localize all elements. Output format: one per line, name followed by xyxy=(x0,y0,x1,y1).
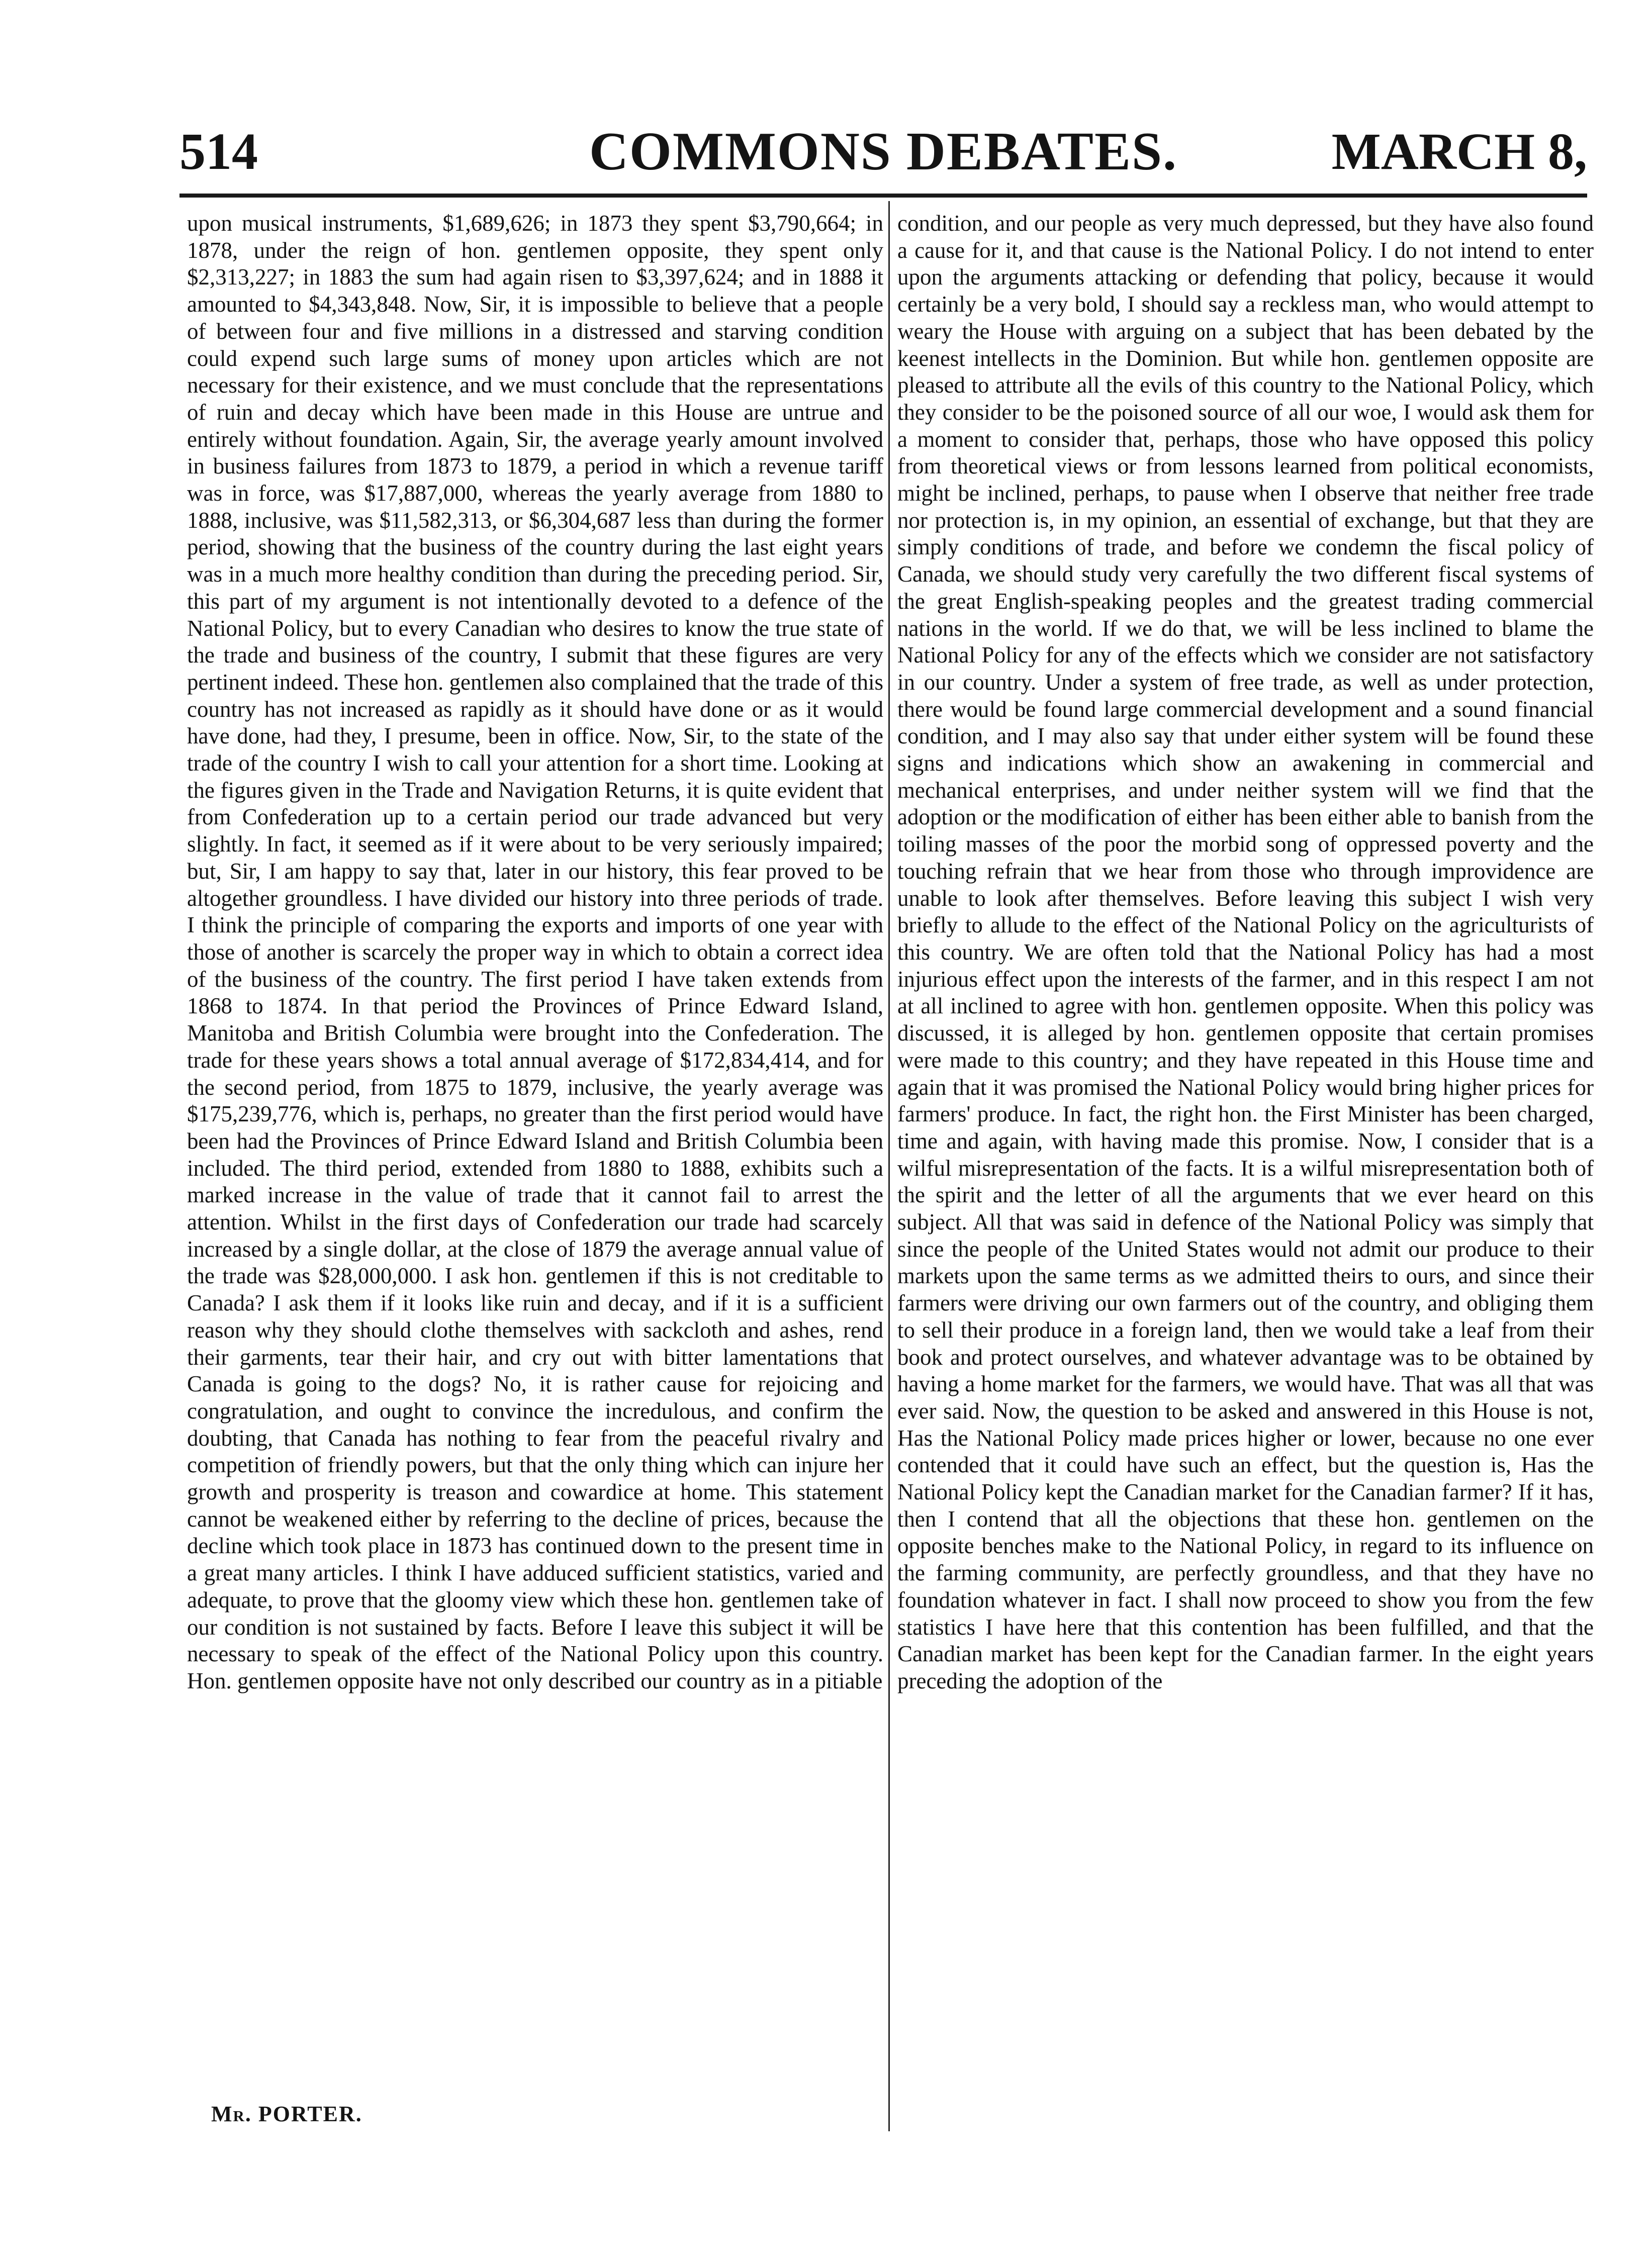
speaker-signature: Mr. PORTER. xyxy=(211,2102,362,2126)
right-column xyxy=(897,210,1594,1695)
header-rule xyxy=(179,194,1587,198)
page-number: 514 xyxy=(179,123,258,180)
header-date: MARCH 8, xyxy=(1331,123,1587,180)
page-header xyxy=(179,117,1587,187)
right-column-text: condition, and our people as very much depressed, but they have also found a cause for it, and that cause is the National Policy. I do not intend to enter upon the arguments attacking or defending that policy, because it would certainly be a very bold, I should say a reckless man, who would attempt to weary the House with arguing on a subject that has been debated by the keenest intellects in the Dominion. But while hon. gentlemen opposite are pleased to attribute all the evils of this country to the National Policy, which they consider to be the poisoned source of all our woe, I would ask them for a moment to consider that, perhaps, those who have opposed this policy from theoretical views or from lessons learned from political economists, might be inclined, perhaps, to pause when I observe that neither free trade nor protection is, in my opinion, an essential of exchange, but that they are simply conditions of trade, and before we condemn the fiscal policy of Canada, we should study very carefully the two different fiscal systems of the great English-speaking peoples and the greatest trading commercial nations in the world. If we do that, we will be less inclined to blame the National Policy for any of the effects which we consider are not satisfactory in our country. Under a system of free trade, as well as under protection, there would be found large commercial development and a sound financial condition, and I may also say that under either system will be found these signs and indications which show an awakening in commercial and mechanical enterprises, and under neither system will we find that the adoption or the modification of either has been either able to banish from the toiling masses of the poor the morbid song of oppressed poverty and the touching refrain that we hear from those who through improvidence are unable to look after themselves. Before leaving this subject I wish very briefly to allude to the effect of the National Policy on the agriculturists of this country. We are often told that the National Policy has had a most injurious effect upon the interests of the farmer, and in this respect I am not at all inclined to agree with hon. gentlemen opposite. When this policy was discussed, it is alleged by hon. gentlemen opposite that certain promises were made to this country; and they have repeated in this House time and again that it was promised the National Policy would bring higher prices for farmers' produce. In fact, the right hon. the First Minister has been charged, time and again, with having made this promise. Now, I consider that is a wilful misrepresentation of the facts. It is a wilful misrepresentation both of the spirit and the letter of all the arguments that we ever heard on this subject. All that was said in defence of the National Policy was simply that since the people of the United States would not admit our produce to their markets upon the same terms as we admitted theirs to ours, and since their farmers were driving our own farmers out of the country, and obliging them to sell their produce in a foreign land, then we would take a leaf from their book and protect ourselves, and whatever advantage was to be obtained by having a home market for the farmers, we would have. That was all that was ever said. Now, the question to be asked and answered in this House is not, Has the National Policy made prices higher or lower, because no one ever contended that it could have such an effect, but the question is, Has the National Policy kept the Canadian market for the Canadian farmer? If it has, then I contend that all the objections that these hon. gentlemen on the opposite benches make to the National Policy, in regard to its influence on the farming community, are perfectly groundless, and that they have no foundation whatever in fact. I shall now proceed to show you from the few statistics I have here that this contention has been fulfilled, and that the Canadian market has been kept for the Canadian farmer. In the eight years preceding the adoption of the xyxy=(897,211,1594,1693)
left-column-text: upon musical instruments, $1,689,626; in 1873 they spent $3,790,664; in 1878, under the reign of hon. gentlemen opposite, they spent only $2,313,227; in 1883 the sum had again risen to $3,397,624; and in 1888 it amounted to $4,343,848. Now, Sir, it is impossible to believe that a people of between four and five millions in a distressed and starving condition could expend such large sums of money upon articles which are not necessary for their existence, and we must conclude that the representations of ruin and decay which have been made in this House are untrue and entirely without foundation. Again, Sir, the average yearly amount involved in business failures from 1873 to 1879, a period in which a revenue tariff was in force, was $17,887,000, whereas the yearly average from 1880 to 1888, inclusive, was $11,582,313, or $6,304,687 less than during the former period, showing that the business of the country during the last eight years was in a much more healthy condition than during the preceding period. Sir, this part of my argument is not intentionally devoted to a defence of the National Policy, but to every Canadian who desires to know the true state of the trade and business of the country, I submit that these figures are very pertinent indeed. These hon. gentlemen also complained that the trade of this country has not increased as rapidly as it should have done or as it would have done, had they, I presume, been in office. Now, Sir, to the state of the trade of the country I wish to call your attention for a short time. Looking at the figures given in the Trade and Navigation Returns, it is quite evident that from Confederation up to a certain period our trade advanced but very slightly. In fact, it seemed as if it were about to be very seriously impaired; but, Sir, I am happy to say that, later in our history, this fear proved to be altogether groundless. I have divided our history into three periods of trade. I think the principle of comparing the exports and imports of one year with those of another is scarcely the proper way in which to obtain a correct idea of the business of the country. The first period I have taken extends from 1868 to 1874. In that period the Provinces of Prince Edward Island, Manitoba and British Columbia were brought into the Confederation. The trade for these years shows a total annual average of $172,834,414, and for the second period, from 1875 to 1879, inclusive, the yearly average was $175,239,776, which is, perhaps, no greater than the first period would have been had the Provinces of Prince Edward Island and British Columbia been included. The third period, extended from 1880 to 1888, exhibits such a marked increase in the value of trade that it cannot fail to arrest the attention. Whilst in the first days of Confederation our trade had scarcely increased by a single dollar, at the close of 1879 the average annual value of the trade was $28,000,000. I ask hon. gentlemen if this is not creditable to Canada? I ask them if it looks like ruin and decay, and if it is a sufficient reason why they should clothe themselves with sackcloth and ashes, rend their garments, tear their hair, and cry out with bitter lamentations that Canada is going to the dogs? No, it is rather cause for rejoicing and congratulation, and ought to convince the incredulous, and confirm the doubting, that Canada has nothing to fear from the peaceful rivalry and competition of friendly powers, but that the only thing which can injure her growth and prosperity is treason and cowardice at home. This statement cannot be weakened either by referring to the decline of prices, because the decline which took place in 1873 has continued down to the present time in a great many articles. I think I have adduced sufficient statistics, varied and adequate, to prove that the gloomy view which these hon. gentlemen take of our condition is not sustained by facts. Before I leave this subject it will be necessary to speak of the effect of the National Policy upon this country. Hon. gentlemen opposite have not only described our country as in a pitiable xyxy=(187,211,884,1693)
publication-title: COMMONS DEBATES. xyxy=(589,122,1178,181)
column-divider xyxy=(888,201,890,2131)
left-column xyxy=(187,210,883,1695)
